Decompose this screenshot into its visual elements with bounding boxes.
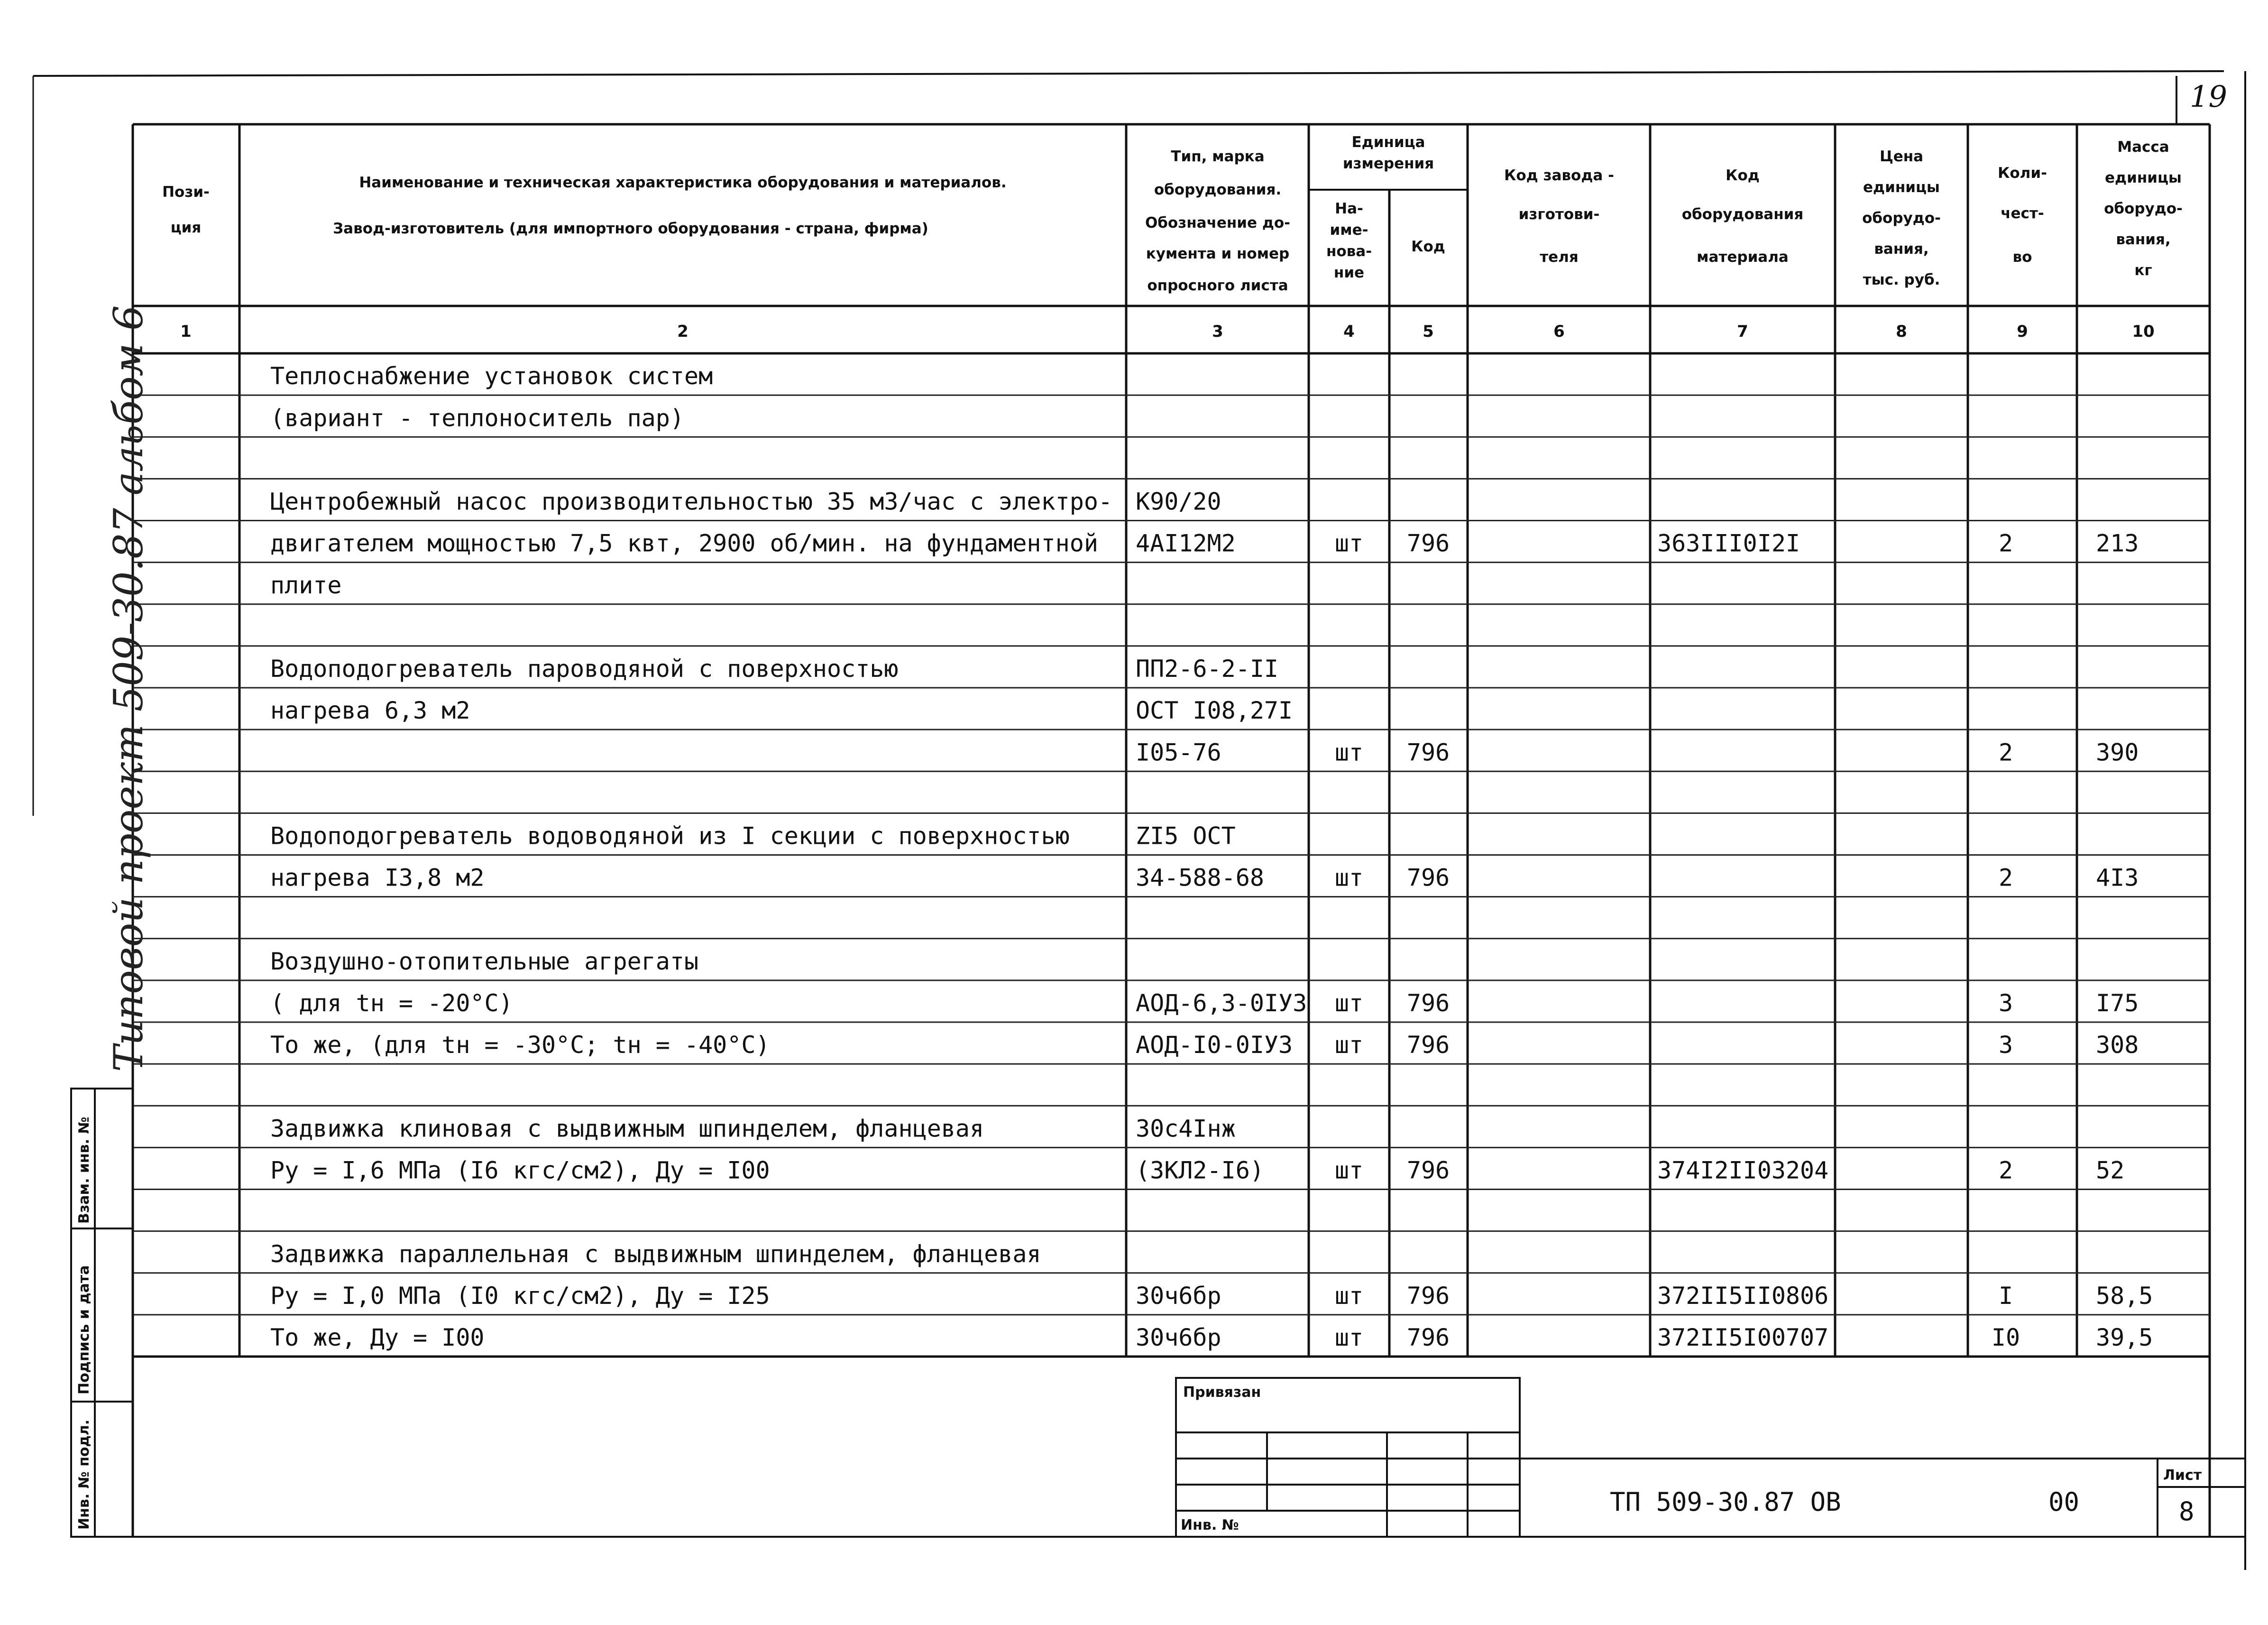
table-row: [270, 1115, 1236, 1142]
cell-unit: шт: [1334, 1031, 1364, 1059]
header-col8-l3: оборудо-: [1862, 210, 1941, 227]
cell-mass: 390: [2096, 739, 2139, 766]
cell-type: 30ч6бр: [1136, 1282, 1221, 1310]
table-row: [1136, 739, 2139, 766]
cell-okp: 372II5I00707: [1657, 1324, 1829, 1352]
table-row: [270, 1282, 2153, 1310]
col-number: 3: [1212, 322, 1223, 341]
cell-type: 30с4Iнж: [1136, 1115, 1236, 1143]
cell-qty: I: [1998, 1282, 2013, 1310]
cell-mass: 58,5: [2096, 1282, 2153, 1310]
cell-mass: 308: [2096, 1031, 2139, 1059]
cell-name: двигателем мощностью 7,5 квт, 2900 об/мин. на фундаментной: [270, 529, 1098, 557]
header-col7-l3: материала: [1697, 249, 1789, 266]
cell-name: То же, (для tн = -30°С; tн = -40°С): [270, 1031, 770, 1059]
cell-code: 796: [1406, 989, 1450, 1017]
page-number: 19: [2190, 79, 2227, 114]
header-col3-l3: Обозначение до-: [1145, 214, 1291, 231]
header-col6-l1: Код завода -: [1504, 167, 1614, 184]
cell-name: Центробежный насос производительностью 35 м3/час с электро-: [270, 488, 1113, 516]
col-number: 10: [2132, 322, 2155, 341]
cell-unit: шт: [1334, 1324, 1364, 1352]
cell-name: То же, Ду = I00: [270, 1324, 485, 1352]
col-number: 6: [1553, 322, 1565, 341]
side-label: Типовой проект 509-30.87 альбом 6: [105, 305, 152, 1072]
cell-code: 796: [1406, 1324, 1450, 1352]
cell-name: Ру = I,0 МПа (I0 кгс/см2), Ду = I25: [270, 1282, 770, 1310]
cell-code: 796: [1406, 1282, 1450, 1310]
cell-name: нагрева 6,3 м2: [270, 697, 470, 725]
header-col9-l3: во: [2012, 249, 2032, 266]
col-number: 5: [1423, 322, 1434, 341]
col-number: 9: [2017, 322, 2028, 341]
table-body: [270, 362, 2153, 1351]
cell-type: АОД-6,3-0IУЗ: [1136, 989, 1307, 1017]
cell-name: (вариант - теплоноситель пар): [270, 404, 684, 432]
cell-type: АОД-I0-0IУЗ: [1136, 1031, 1293, 1059]
sheet-number: 8: [2179, 1496, 2195, 1526]
cell-qty: 2: [1998, 864, 2013, 892]
cell-unit: шт: [1334, 529, 1364, 557]
table-row: [270, 1031, 2139, 1059]
cell-qty: 3: [1998, 989, 2013, 1017]
header-col6-l2: изготови-: [1518, 206, 1600, 223]
table-row: [270, 1240, 1041, 1268]
cell-unit: шт: [1334, 989, 1364, 1017]
cell-name: Теплоснабжение установок систем: [270, 362, 713, 390]
cell-okp: 363III0I2I: [1657, 529, 1800, 557]
cell-name: Водоподогреватель водоводяной из I секции с поверхностью: [270, 822, 1070, 850]
cell-type: К90/20: [1136, 488, 1221, 516]
cell-mass: 39,5: [2096, 1324, 2153, 1352]
table-row: [270, 864, 2139, 892]
cell-name: плите: [270, 571, 342, 599]
cell-mass: I75: [2096, 989, 2139, 1017]
header-col8-l4: вания,: [1874, 240, 1929, 258]
header-col10-l1: Масса: [2117, 138, 2169, 156]
header-col10-l5: кг: [2134, 262, 2152, 279]
table-row: [270, 948, 698, 975]
stamp-vzam-inv: Взам. инв. №: [76, 1117, 92, 1224]
table-row: [270, 1324, 2153, 1351]
header-col4-l4: ние: [1333, 264, 1365, 281]
header-col10-l3: оборудо-: [2104, 200, 2183, 217]
table-row: [270, 1157, 2124, 1184]
header-col4-l2: име-: [1330, 222, 1368, 239]
cell-unit: шт: [1334, 864, 1364, 892]
header-col9-l1: Коли-: [1998, 165, 2047, 182]
cell-code: 796: [1406, 529, 1450, 557]
table-row: [270, 822, 1236, 850]
col-number: 7: [1737, 322, 1748, 341]
header-col1-l2: ция: [170, 219, 202, 236]
cell-code: 796: [1406, 1031, 1450, 1059]
cell-okp: 374I2II03204: [1657, 1156, 1829, 1184]
header-col3-l5: опросного листа: [1147, 277, 1288, 294]
cell-type: ZI5 ОСТ: [1136, 822, 1236, 850]
header-row: [162, 134, 2183, 294]
header-col2-l1: Наименование и техническая характеристика оборудования и материалов.: [359, 174, 1007, 191]
cell-unit: шт: [1334, 739, 1364, 766]
cell-code: 796: [1406, 1156, 1450, 1184]
header-col10-l4: вания,: [2116, 231, 2171, 248]
cell-type: ПП2-6-2-II: [1136, 655, 1279, 683]
cell-type: 4АI12М2: [1136, 529, 1236, 557]
header-unit-l1: Единица: [1351, 134, 1425, 151]
cell-name: Задвижка клиновая с выдвижным шпинделем, фланцевая: [270, 1115, 984, 1143]
inv-no-label: Инв. №: [1181, 1517, 1239, 1533]
cell-name: Воздушно-отопительные агрегаты: [270, 947, 699, 975]
cell-mass: 52: [2096, 1156, 2125, 1184]
cell-type: I05-76: [1136, 739, 1221, 766]
header-col8-l1: Цена: [1879, 148, 1924, 165]
col-number: 1: [180, 322, 192, 341]
cell-qty: 3: [1998, 1031, 2013, 1059]
format-code: 00: [2048, 1487, 2080, 1517]
column-number-row: [180, 322, 2155, 341]
col-number: 8: [1896, 322, 1907, 341]
cell-qty: I0: [1991, 1324, 2020, 1352]
header-col6-l3: теля: [1540, 249, 1579, 266]
table-row: [270, 697, 1293, 724]
table-row: [270, 989, 2139, 1017]
table-row: [270, 404, 684, 432]
table-row: [270, 488, 1221, 516]
cell-qty: 2: [1998, 529, 2013, 557]
header-col10-l2: единицы: [2105, 169, 2182, 186]
cell-type: 30ч6бр: [1136, 1324, 1221, 1352]
cell-type: (ЗКЛ2-I6): [1136, 1156, 1264, 1184]
cell-unit: шт: [1334, 1282, 1364, 1310]
document-code: ТП 509-30.87 ОВ: [1610, 1487, 1841, 1517]
cell-name: Водоподогреватель пароводяной с поверхностью: [270, 655, 899, 683]
header-col3-l2: оборудования.: [1154, 181, 1282, 198]
cell-okp: 372II5II0806: [1657, 1282, 1829, 1310]
cell-code: 796: [1406, 864, 1450, 892]
cell-name: ( для tн = -20°С): [270, 989, 513, 1017]
table-row: [270, 362, 713, 390]
header-col1-l1: Пози-: [162, 184, 210, 201]
cell-mass: 213: [2096, 529, 2139, 557]
header-col3-l4: кумента и номер: [1146, 245, 1290, 262]
stamp-inv-podl: Инв. № подл.: [76, 1419, 92, 1530]
cell-name: нагрева I3,8 м2: [270, 864, 485, 892]
col-number: 4: [1343, 322, 1355, 341]
header-col9-l2: чест-: [2001, 205, 2044, 222]
cell-type: 34-588-68: [1136, 864, 1264, 892]
header-col8-l2: единицы: [1863, 179, 1940, 196]
cell-name: Ру = I,6 МПа (I6 кгс/см2), Ду = I00: [270, 1156, 770, 1184]
cell-unit: шт: [1334, 1156, 1364, 1184]
cell-name: Задвижка параллельная с выдвижным шпинделем, фланцевая: [270, 1240, 1041, 1268]
col-number: 2: [677, 322, 689, 341]
stamp-podpis-data: Подпись и дата: [76, 1265, 92, 1394]
cell-type: ОСТ I08,27I: [1136, 697, 1293, 725]
header-col2-l2: Завод-изготовитель (для импортного оборудования - страна, фирма): [333, 220, 928, 237]
cell-code: 796: [1406, 739, 1450, 766]
table-row: [270, 572, 342, 599]
header-col4-l1: На-: [1335, 200, 1363, 217]
table-row: [270, 530, 2139, 557]
header-col7-l1: Код: [1726, 167, 1760, 184]
header-col8-l5: тыс. руб.: [1863, 271, 1940, 288]
header-col5: Код: [1411, 238, 1445, 255]
cell-qty: 2: [1998, 739, 2013, 766]
cell-qty: 2: [1998, 1156, 2013, 1184]
privyazan-label: Привязан: [1183, 1384, 1261, 1401]
sheet-label: Лист: [2163, 1467, 2202, 1484]
header-unit-l2: измерения: [1342, 155, 1434, 172]
cell-mass: 4I3: [2096, 864, 2139, 892]
header-col7-l2: оборудования: [1681, 206, 1804, 223]
header-col4-l3: нова-: [1326, 243, 1372, 260]
header-col3-l1: Тип, марка: [1171, 148, 1265, 165]
